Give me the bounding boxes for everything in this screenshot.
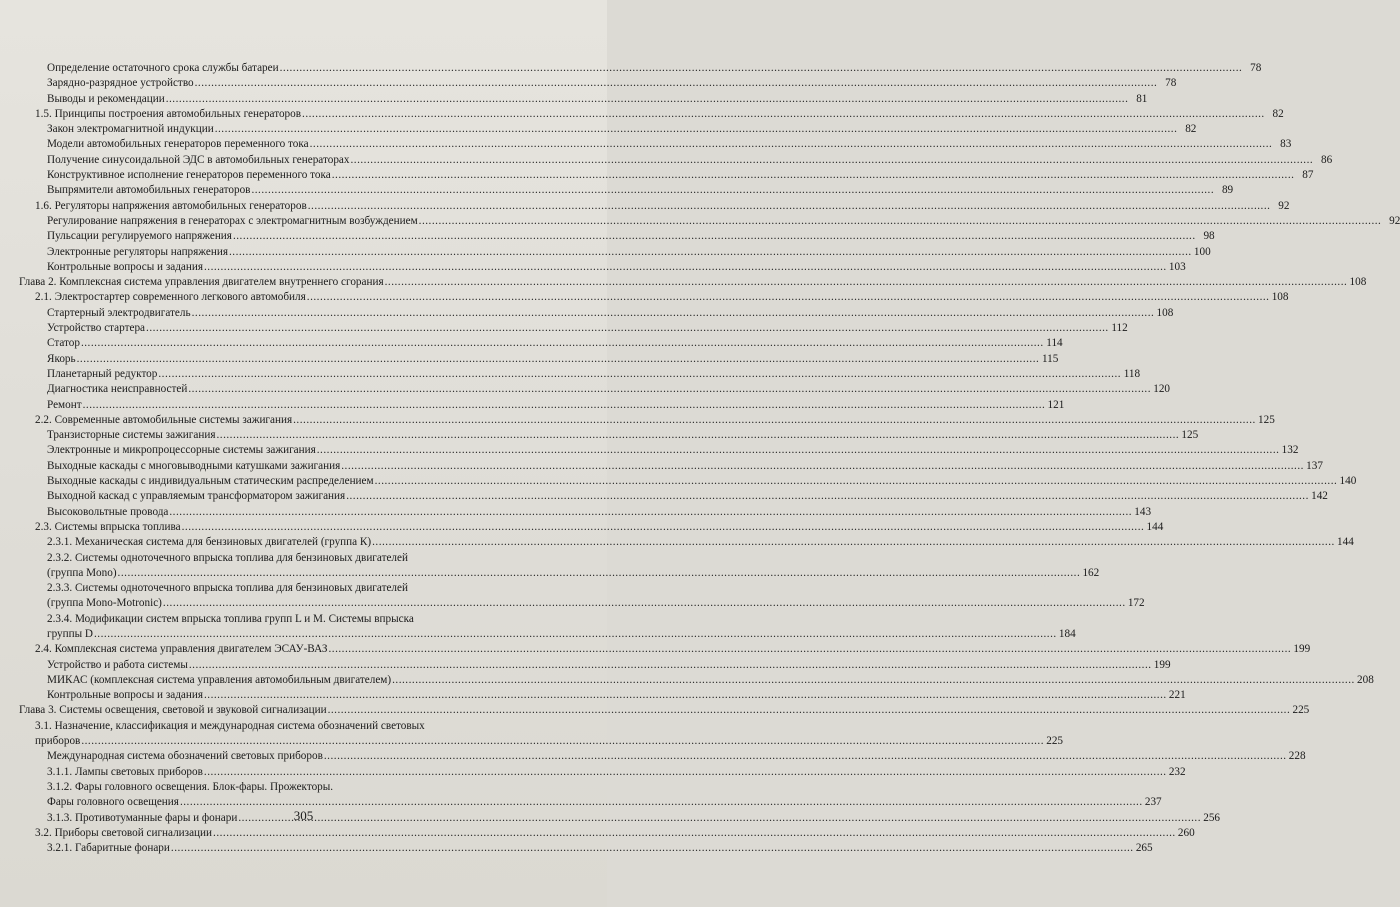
toc-entry-title: Регулирование напряжения в генераторах с электромагнитным возбуждением [47, 214, 418, 227]
toc-entry [19, 61, 1262, 76]
toc-entry-page: 121 [1047, 398, 1065, 411]
toc-entry-title-continued: группы D [47, 627, 93, 640]
toc-entry-page: 98 [1203, 230, 1215, 243]
toc-entry [19, 673, 1374, 688]
toc-entry [19, 612, 1076, 643]
dot-leader [213, 826, 1176, 841]
dot-leader [166, 92, 1129, 107]
toc-entry-title: Электронные регуляторы напряжения [47, 245, 228, 258]
toc-entry [19, 153, 1333, 168]
toc-entry-page: 120 [1153, 383, 1170, 396]
toc-entry [19, 260, 1186, 275]
table-of-contents [19, 61, 1400, 856]
toc-entry-title: Международная система обозначений световых приборов [47, 750, 323, 763]
toc-entry [19, 428, 1199, 443]
toc-entry-page: 82 [1185, 123, 1197, 136]
toc-entry-page: 82 [1272, 107, 1284, 120]
toc-entry [19, 275, 1367, 290]
toc-entry [19, 321, 1128, 336]
dot-leader [204, 765, 1167, 780]
toc-entry-title: Выходные каскады с индивидуальным статическим распределением [47, 475, 374, 488]
toc-entry [19, 122, 1197, 137]
toc-entry [19, 703, 1310, 718]
toc-entry-page: 143 [1134, 505, 1152, 518]
dot-leader [94, 627, 1057, 642]
toc-entry-page: 112 [1111, 322, 1128, 335]
toc-entry-title: 3.1.3. Противотуманные фары и фонари [47, 811, 238, 824]
toc-entry-page: 92 [1389, 214, 1400, 227]
toc-entry-title: Диагностика неисправностей [47, 383, 188, 396]
toc-entry-page: 114 [1046, 337, 1063, 350]
dot-leader [195, 76, 1158, 91]
toc-entry-title: 2.3.1. Механическая система для бензиновых двигателей (группа К) [47, 536, 372, 549]
dot-leader [293, 413, 1256, 428]
toc-entry [19, 535, 1354, 550]
toc-entry-page: 125 [1181, 429, 1199, 442]
toc-entry-title: Определение остаточного срока службы батареи [47, 62, 279, 74]
toc-entry-page: 199 [1153, 658, 1171, 671]
toc-entry-title: Электронные и микропроцессорные системы зажигания [47, 444, 316, 457]
toc-entry [19, 137, 1292, 152]
toc-entry-page: 125 [1258, 413, 1275, 426]
toc-entry [19, 474, 1357, 489]
toc-entry-page: 199 [1293, 643, 1311, 656]
toc-entry-page: 89 [1221, 184, 1234, 197]
toc-entry-page: 78 [1250, 62, 1262, 74]
toc-entry [19, 459, 1323, 474]
toc-entry-page: 100 [1193, 245, 1211, 258]
dot-leader [280, 61, 1243, 76]
toc-entry-title: 2.3.4. Модификации систем впрыска топлива групп L и M. Системы впрыска [47, 612, 414, 625]
toc-entry [19, 168, 1314, 183]
toc-entry-title: Выходной каскад с управляемым трансформатором зажигания [47, 490, 346, 503]
toc-entry [19, 107, 1284, 122]
toc-entry-title: 1.5. Принципы построения автомобильных генераторов [35, 107, 302, 120]
toc-entry-title: Транзисторные системы зажигания [47, 429, 216, 442]
toc-entry-title: Зарядно-разрядное устройство [47, 77, 194, 90]
dot-leader [204, 688, 1167, 703]
toc-entry-page: 140 [1339, 475, 1357, 488]
toc-entry-title: Статор [47, 337, 80, 350]
dot-leader [146, 321, 1109, 336]
toc-entry-title: 3.1.2. Фары головного освещения. Блок-фары. Прожекторы. [47, 780, 334, 793]
toc-entry [19, 749, 1306, 764]
dot-leader [372, 535, 1335, 550]
dot-leader [350, 153, 1313, 168]
dot-leader [171, 841, 1134, 856]
toc-entry-title: 3.2. Приборы световой сигнализации [35, 826, 213, 839]
toc-entry-page: 162 [1082, 566, 1100, 579]
toc-entry-page: 225 [1292, 704, 1310, 717]
dot-leader [229, 245, 1192, 260]
toc-entry-title: Закон электромагнитной индукции [47, 123, 214, 136]
toc-entry-title: Получение синусоидальной ЭДС в автомобильных генераторах [47, 153, 350, 166]
toc-entry-page: 108 [1349, 276, 1367, 289]
toc-entry-title: 2.2. Современные автомобильные системы зажигания [35, 413, 293, 426]
dot-leader [81, 734, 1044, 749]
toc-entry-page: 260 [1177, 826, 1195, 839]
dot-leader [251, 183, 1214, 198]
dot-leader [169, 505, 1132, 520]
dot-leader [392, 673, 1355, 688]
toc-entry-page: 265 [1135, 842, 1153, 855]
toc-entry-page: 225 [1046, 735, 1064, 748]
toc-entry [19, 443, 1299, 458]
toc-entry [19, 306, 1174, 321]
toc-entry-title: Фары головного освещения [47, 796, 179, 809]
dot-leader [215, 122, 1178, 137]
toc-entry-page: 118 [1123, 367, 1141, 380]
toc-entry [19, 214, 1400, 229]
dot-leader [346, 489, 1309, 504]
page-number: 305 [293, 808, 314, 823]
toc-entry [19, 229, 1215, 244]
toc-entry [19, 826, 1195, 841]
toc-entry-title: 2.3.2. Системы одноточечного впрыска топлива для бензиновых двигателей [47, 551, 408, 564]
toc-entry-title: Глава 2. Комплексная система управления двигателем внутреннего сгорания [19, 276, 384, 289]
toc-entry-page: 108 [1156, 306, 1174, 319]
toc-entry-title: Выходные каскады с многовыводными катушками зажигания [47, 459, 341, 472]
toc-entry-title: 1.6. Регуляторы напряжения автомобильных генераторов [35, 199, 307, 212]
dot-leader [188, 382, 1151, 397]
toc-entry-title-continued: приборов [35, 735, 81, 748]
toc-entry-page: 103 [1168, 260, 1186, 273]
toc-entry [19, 352, 1059, 367]
toc-entry-page: 92 [1278, 199, 1290, 212]
toc-entry-title: 3.2.1. Габаритные фонари [47, 842, 170, 855]
toc-entry [19, 413, 1275, 428]
toc-entry [19, 199, 1290, 214]
dot-leader [204, 260, 1167, 275]
toc-entry-title: Пульсации регулируемого напряжения [47, 230, 232, 243]
toc-entry-title: 2.3.3. Системы одноточечного впрыска топлива для бензиновых двигателей [47, 582, 408, 595]
dot-leader [182, 520, 1145, 535]
toc-entry [19, 92, 1148, 107]
toc-entry [19, 780, 550, 795]
toc-entry [19, 336, 1063, 351]
toc-entry-title: 2.3. Системы впрыска топлива [35, 520, 181, 533]
dot-leader [419, 214, 1382, 229]
dot-leader [324, 749, 1287, 764]
dot-leader [77, 352, 1040, 367]
toc-entry [19, 290, 1289, 305]
toc-entry-title: 2.4. Комплексная система управления двигателем ЭСАУ-ВАЗ [35, 643, 328, 656]
toc-entry-title: Конструктивное исполнение генераторов переменного тока [47, 169, 331, 182]
dot-leader [233, 229, 1196, 244]
toc-entry-page: 144 [1337, 536, 1354, 549]
toc-entry [19, 505, 1152, 520]
toc-entry [19, 581, 1145, 612]
toc-entry-page: 78 [1165, 77, 1177, 90]
toc-entry [19, 658, 1171, 673]
toc-entry-page: 228 [1288, 750, 1306, 763]
toc-entry [19, 489, 1328, 504]
toc-entry-page: 208 [1357, 673, 1374, 686]
toc-entry-page: 221 [1168, 689, 1186, 702]
toc-entry-page: 137 [1306, 459, 1323, 472]
dot-leader [317, 443, 1280, 458]
toc-entry-title: Планетарный редуктор [47, 367, 158, 380]
toc-entry-title: Устройство и работа системы [47, 658, 188, 671]
toc-entry-title: МИКАС (комплексная система управления автомобильным двигателем) [47, 673, 392, 686]
toc-entry-title-continued: (группа Mono) [47, 566, 117, 579]
toc-entry [19, 245, 1211, 260]
toc-entry-title: Контрольные вопросы и задания [47, 260, 203, 273]
dot-leader [328, 703, 1291, 718]
toc-entry [19, 382, 1170, 397]
toc-entry-title: Ремонт [47, 398, 82, 411]
toc-entry [19, 398, 1065, 413]
dot-leader [375, 474, 1338, 489]
dot-leader [307, 290, 1270, 305]
toc-entry-page: 237 [1144, 796, 1162, 809]
dot-leader [302, 107, 1265, 122]
toc-entry [19, 367, 1141, 382]
toc-entry-title: Высоковольтные провода [47, 505, 169, 518]
dot-leader [118, 566, 1081, 581]
toc-entry-title: Глава 3. Системы освещения, световой и звуковой сигнализации [19, 704, 327, 717]
dot-leader [81, 336, 1044, 351]
dot-leader [385, 275, 1348, 290]
dot-leader [310, 137, 1273, 152]
toc-entry [19, 642, 1311, 657]
toc-entry-title: 3.1. Назначение, классификация и международная система обозначений световых [35, 719, 425, 732]
dot-leader [163, 596, 1126, 611]
toc-entry-title: Якорь [47, 352, 76, 365]
dot-leader [83, 398, 1046, 413]
toc-entry [19, 841, 1153, 856]
dot-leader [308, 199, 1271, 214]
toc-entry-page: 86 [1320, 153, 1333, 166]
toc-entry-page: 184 [1058, 627, 1076, 640]
toc-entry-page: 81 [1136, 92, 1148, 105]
dot-leader [332, 168, 1295, 183]
toc-entry-page: 144 [1146, 520, 1164, 533]
toc-entry-page: 172 [1127, 597, 1145, 610]
toc-entry [19, 520, 1164, 535]
toc-entry-title: Контрольные вопросы и задания [47, 689, 203, 702]
toc-entry-title: Стартерный электродвигатель [47, 306, 191, 319]
toc-entry [19, 76, 1177, 91]
toc-entry-title: 3.1.1. Лампы световых приборов [47, 765, 203, 778]
dot-leader [341, 459, 1304, 474]
toc-entry-title: Устройство стартера [47, 322, 146, 335]
toc-entry-title: 2.1. Электростартер современного легкового автомобиля [35, 291, 306, 304]
toc-entry [19, 551, 1100, 582]
toc-entry [19, 688, 1186, 703]
toc-entry-page: 115 [1041, 352, 1059, 365]
toc-entry [19, 719, 1064, 750]
toc-entry-page: 108 [1271, 291, 1289, 304]
toc-entry [19, 183, 1234, 198]
toc-entry-page: 142 [1311, 490, 1328, 503]
toc-entry-page: 256 [1203, 811, 1220, 824]
toc-entry-title-continued: (группа Mono-Motronic) [47, 597, 162, 610]
toc-entry [19, 765, 1186, 780]
toc-entry-page: 132 [1281, 444, 1299, 457]
toc-entry-page: 83 [1280, 138, 1292, 151]
dot-leader [328, 642, 1291, 657]
dot-leader [158, 367, 1121, 382]
toc-entry-page: 232 [1168, 765, 1186, 778]
dot-leader [192, 306, 1155, 321]
toc-entry-page: 87 [1302, 169, 1314, 182]
dot-leader [189, 658, 1152, 673]
toc-entry-title: Выводы и рекомендации [47, 92, 165, 105]
toc-entry-title: Модели автомобильных генераторов переменного тока [47, 138, 309, 151]
toc-entry-title: Выпрямители автомобильных генераторов [47, 184, 251, 197]
dot-leader [216, 428, 1179, 443]
